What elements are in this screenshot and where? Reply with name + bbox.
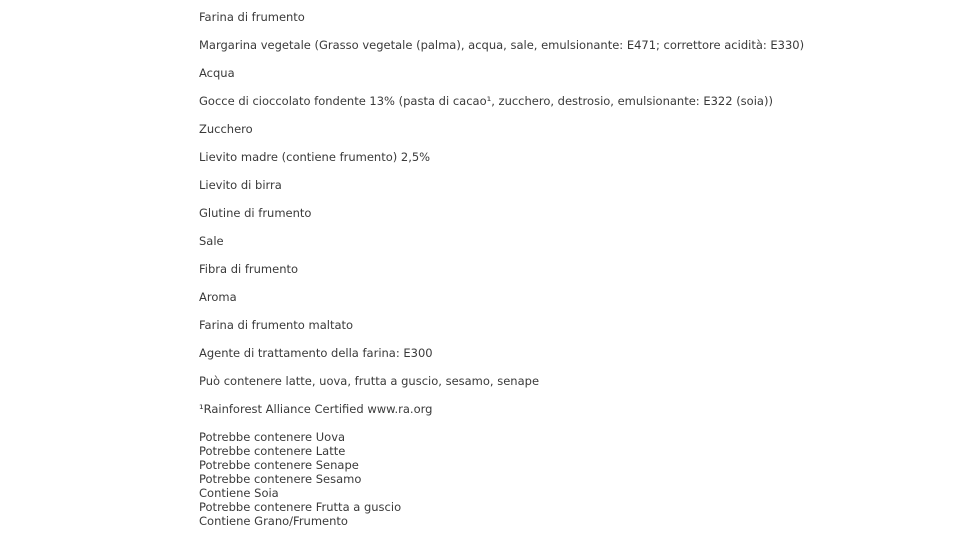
ingredient-line: Gocce di cioccolato fondente 13% (pasta di cacao¹, zucchero, destrosio, emulsionante: E322 (soia)) [199,94,773,108]
ingredient-line: Lievito madre (contiene frumento) 2,5% [199,150,431,164]
ingredient-line: Fibra di frumento [199,262,299,276]
ingredient-line: Farina di frumento maltato [199,318,354,332]
ingredient-line: Acqua [199,66,235,80]
certification-footnote: ¹Rainforest Alliance Certified www.ra.org [199,402,433,416]
may-contain-line: Può contenere latte, uova, frutta a guscio, sesamo, senape [199,374,540,388]
allergen-item: Potrebbe contenere Uova [199,430,346,444]
ingredient-line: Sale [199,234,224,248]
ingredient-line: Lievito di birra [199,178,282,192]
allergen-item: Potrebbe contenere Senape [199,458,359,472]
ingredient-line: Glutine di frumento [199,206,312,220]
allergen-item: Contiene Soia [199,486,279,500]
allergen-list [199,430,919,528]
ingredient-line: Agente di trattamento della farina: E300 [199,346,433,360]
ingredient-line: Zucchero [199,122,253,136]
allergen-item: Contiene Grano/Frumento [199,514,348,528]
ingredient-line: Margarina vegetale (Grasso vegetale (palma), acqua, sale, emulsionante: E471; correttore acidità: E330) [199,38,805,52]
allergen-item: Potrebbe contenere Frutta a guscio [199,500,402,514]
ingredients-document [199,10,919,528]
allergen-item: Potrebbe contenere Sesamo [199,472,362,486]
ingredient-line: Aroma [199,290,237,304]
allergen-item: Potrebbe contenere Latte [199,444,346,458]
ingredient-line: Farina di frumento [199,10,305,24]
